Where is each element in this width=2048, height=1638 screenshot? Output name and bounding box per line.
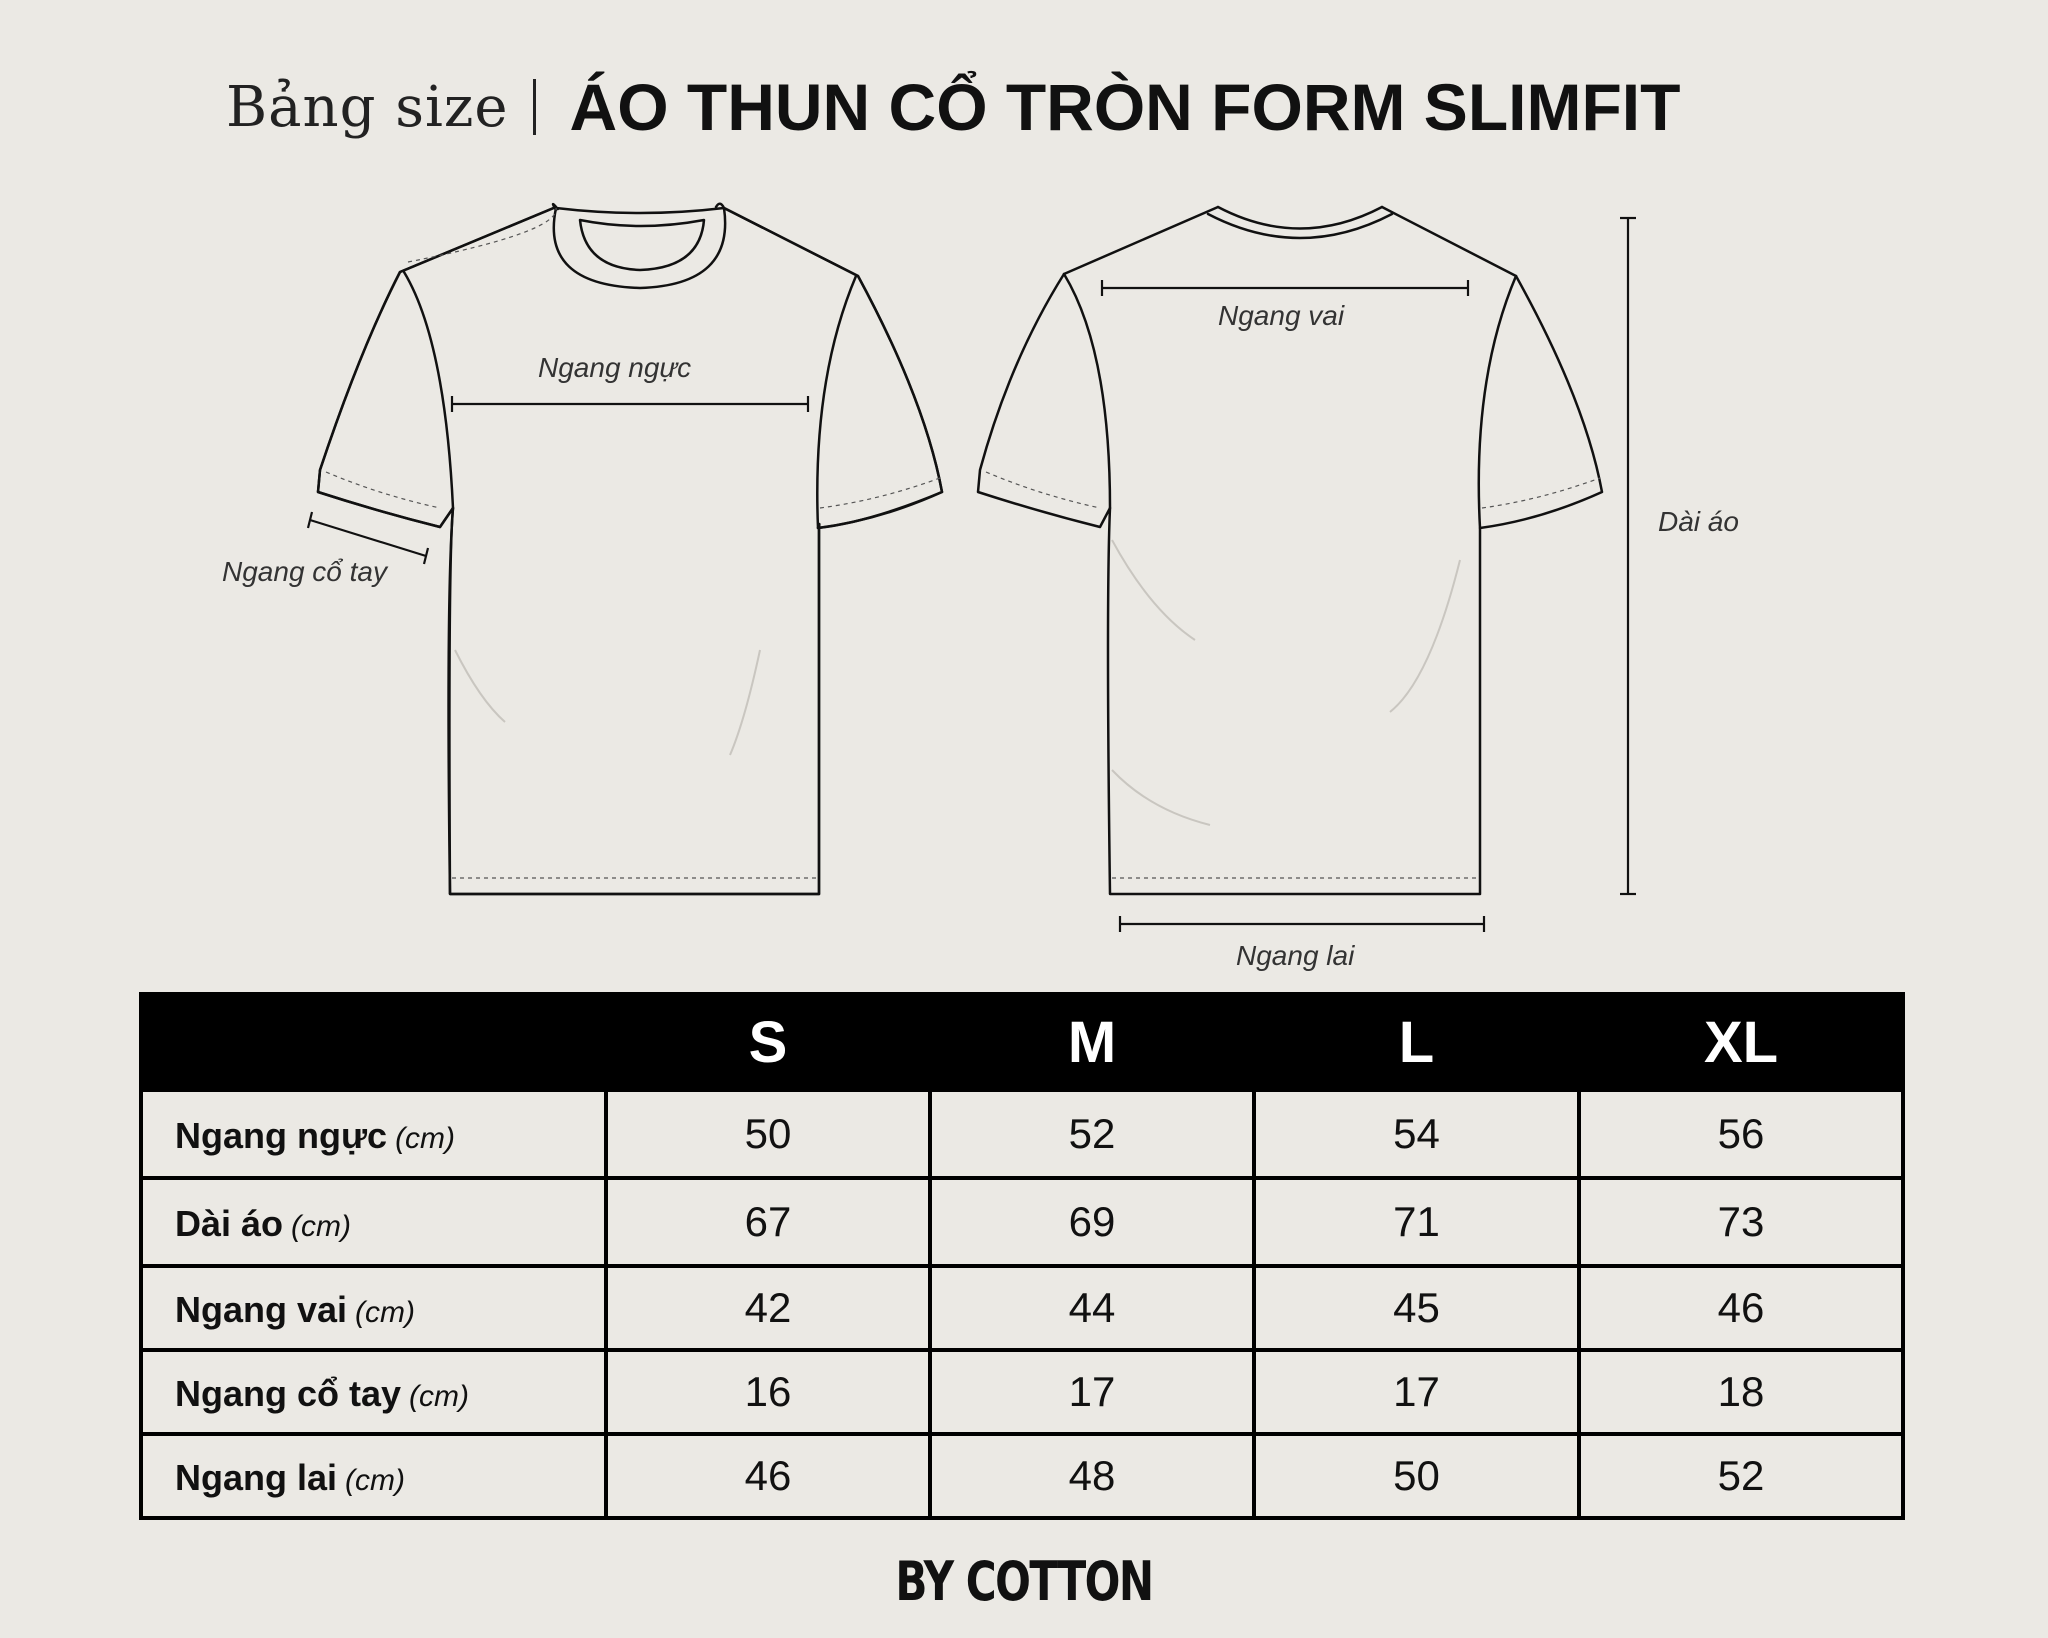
size-header-l: L [1254,994,1579,1090]
size-header-m: M [930,994,1254,1090]
table-cell: 73 [1579,1178,1903,1266]
table-cell: 50 [606,1090,930,1178]
table-cell: 45 [1254,1266,1579,1350]
table-cell: 67 [606,1178,930,1266]
cuff-measure-line [310,520,426,556]
chest-label: Ngang ngực [538,352,692,383]
header-empty-cell [141,994,606,1090]
row-label [141,1178,606,1266]
back-neckline [1218,207,1382,229]
table-cell: 71 [1254,1178,1579,1266]
front-shirt-outline [318,204,942,894]
row-unit: (cm) [409,1380,470,1413]
table-row [141,1090,1903,1178]
row-label [141,1434,606,1518]
table-cell: 48 [930,1434,1254,1518]
table-row [141,1266,1903,1350]
table-cell: 44 [930,1266,1254,1350]
row-name: Ngang vai [175,1289,348,1330]
brand-logo: BY COTTON [895,1550,1153,1613]
title-label: Bảng size [226,74,509,140]
back-left-armhole [1064,274,1110,508]
length-label: Dài áo [1658,506,1739,537]
table-cell: 42 [606,1266,930,1350]
row-label [141,1350,606,1434]
table-cell: 17 [1254,1350,1579,1434]
table-cell: 17 [930,1350,1254,1434]
front-left-armhole [404,272,453,508]
hem-label: Ngang lai [1236,940,1355,971]
size-table [139,992,1905,1520]
table-row [141,1350,1903,1434]
table-row [141,1434,1903,1518]
row-unit: (cm) [355,1296,416,1329]
row-label [141,1090,606,1178]
table-cell: 16 [606,1350,930,1434]
cuff-label: Ngang cổ tay [222,556,387,587]
table-cell: 69 [930,1178,1254,1266]
table-cell: 56 [1579,1090,1903,1178]
size-header-row [141,994,1903,1090]
back-neckline-band [1208,214,1392,238]
table-cell: 18 [1579,1350,1903,1434]
shoulder-label: Ngang vai [1218,300,1345,331]
row-name: Dài áo [175,1203,284,1244]
row-name: Ngang lai [175,1457,338,1498]
table-cell: 46 [1579,1266,1903,1350]
size-header-s: S [606,994,930,1090]
table-cell: 52 [1579,1434,1903,1518]
table-cell: 50 [1254,1434,1579,1518]
back-right-armhole [1479,276,1516,528]
row-unit: (cm) [345,1464,406,1497]
table-cell: 54 [1254,1090,1579,1178]
table-cell: 46 [606,1434,930,1518]
row-name: Ngang ngực [175,1115,388,1156]
row-label [141,1266,606,1350]
front-neckline-inner [580,220,704,270]
row-unit: (cm) [291,1210,352,1243]
row-unit: (cm) [395,1122,456,1155]
front-right-armhole [817,276,856,528]
table-cell: 52 [930,1090,1254,1178]
product-name: ÁO THUN CỔ TRÒN FORM SLIMFIT [569,70,1681,144]
table-row [141,1178,1903,1266]
size-header-xl: XL [1579,994,1903,1090]
row-name: Ngang cổ tay [175,1373,402,1414]
